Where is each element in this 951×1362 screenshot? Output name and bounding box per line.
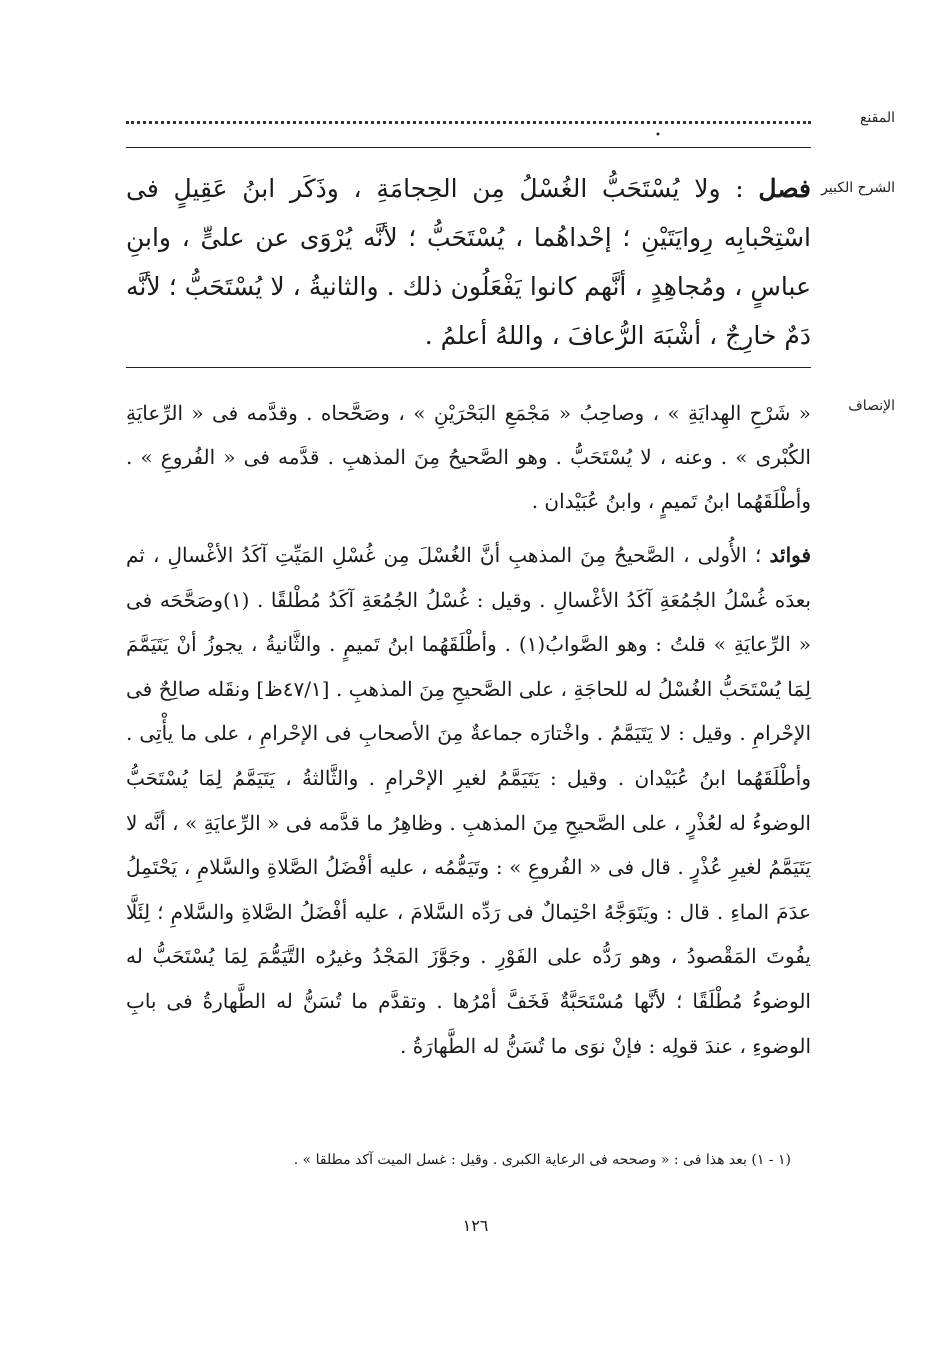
fawaid-heading: فوائد [769,543,812,567]
header-solid-rule [126,147,811,148]
sharh-paragraph [126,164,811,360]
insaf-label: الإنصاف [848,398,895,414]
sharh-label: الشرح الكبير [821,180,895,196]
header-label: المقنع [859,110,895,126]
fawaid-paragraph [126,533,811,1068]
footnote: (١ - ١) بعد هذا فى : « وصححه فى الرعاية الكبرى . وقيل : غسل الميت آكد مطلقا » . [293,1152,791,1168]
header-dot: • [655,130,661,141]
page-number: ١٢٦ [462,1216,489,1235]
insaf-paragraph: « شَرْحِ الهِدايَةِ » ، وصاحِبُ « مَجْمَعِ البَحْرَيْنِ » ، وصَحَّحاه . وقدَّمه فى « الرِّعايَةِ الكُبْرى » . وعنه ، لا يُسْتَحَبُّ . وهو الصَّحيحُ مِنَ المذهبِ . قدَّمه فى « الفُروعِ » . وأطْلَقَهُما ابنُ تَميمٍ ، وابنُ عُبَيْدان . [126,401,811,513]
fawaid-text: ؛ الأُولى ، الصَّحيحُ مِنَ المذهبِ أنَّ الغُسْلَ مِن غُسْلِ المَيِّتِ آكَدُ الأغْسالِ ، ثم بعدَه غُسْلُ الجُمُعَةِ آكَدُ الأغْسالِ . وقيل : غُسْلُ الجُمُعَةِ آكَدُ مُطْلقًا . (١)وصَحَّحَه فى « الرِّعايَةِ » قلتُ : وهو الصَّوابُ(١) . وأطْلَقَهُما ابنُ تَميمٍ . والثَّانيةُ ، يجوزُ أنْ يَتَيَمَّمَ لِمَا يُسْتَحَبُّ الغُسْلُ له للحاجَةِ ، على الصَّحيحِ مِنَ المذهبِ . [٤٧/١ظ] ونقَله صالِحٌ فى الإحْرامِ . وقيل : لا يَتَيَمَّمُ . واخْتارَه جماعةٌ مِنَ الأصحابِ فى الإحْرامِ ، على ما يأْتِى . وأطْلَقَهُما ابنُ عُبَيْدان . وقيل : يَتَيَمَّمُ لغيرِ الإحْرامِ . والثَّالثةُ ، يَتَيَمَّمُ لِمَا يُسْتَحَبُّ الوضوءُ له لعُذْرٍ ، على الصَّحيحِ مِنَ المذهبِ . وظاهِرُ ما قدَّمه فى « الرِّعايَةِ » ، أنَّه لا يَتَيَمَّمُ لغيرِ عُذْرٍ . قال فى « الفُروعِ » : وتَيَمُّمُه ، عليه أفْضَلُ الصَّلاةِ والسَّلامِ ، يَحْتَمِلُ عدَمَ الماءِ . قال : ويَتَوَجَّهُ احْتِمالٌ فى رَدِّه السَّلامَ ، عليه أفْضَلُ الصَّلاةِ والسَّلامِ ؛ لِئَلَّا يفُوتَ المَقْصودُ ، وهو رَدُّه على الفَوْرِ . وجَوَّزَ المَجْدُ وغيرُه التَّيَمُّمَ لِمَا يُسْتَحَبُّ له الوضوءُ مُطْلَقًا ؛ لأنَّها مُسْتَحَبَّةٌ فَخَفَّ أمْرُها . وتقدَّم ما تُسَنُّ له الطَّهارةُ فى بابِ الوضوءِ ، عندَ قولِه : فإنْ نوَى ما تُسَنُّ له الطَّهارَةُ . [126,543,811,1058]
header-dotted-rule [126,121,811,124]
sharh-heading: فصل [758,174,811,203]
sharh-text: : ولا يُسْتَحَبُّ الغُسْلُ مِن الحِجامَةِ ، وذَكَر ابنُ عَقِيلٍ فى اسْتِحْبابِه رِوايَتَيْنِ ؛ إحْداهُما ، يُسْتَحَبُّ ؛ لأنَّه يُرْوَى عن علىٍّ ، وابنِ عباسٍ ، ومُجاهِدٍ ، أنَّهم كانوا يَفْعَلُون ذلك . والثانيةُ ، لا يُسْتَحَبُّ ؛ لأنَّه دَمٌ خارِجٌ ، أشْبَهَ الرُّعافَ ، واللهُ أعلمُ . [126,174,811,350]
section-divider [126,367,811,368]
